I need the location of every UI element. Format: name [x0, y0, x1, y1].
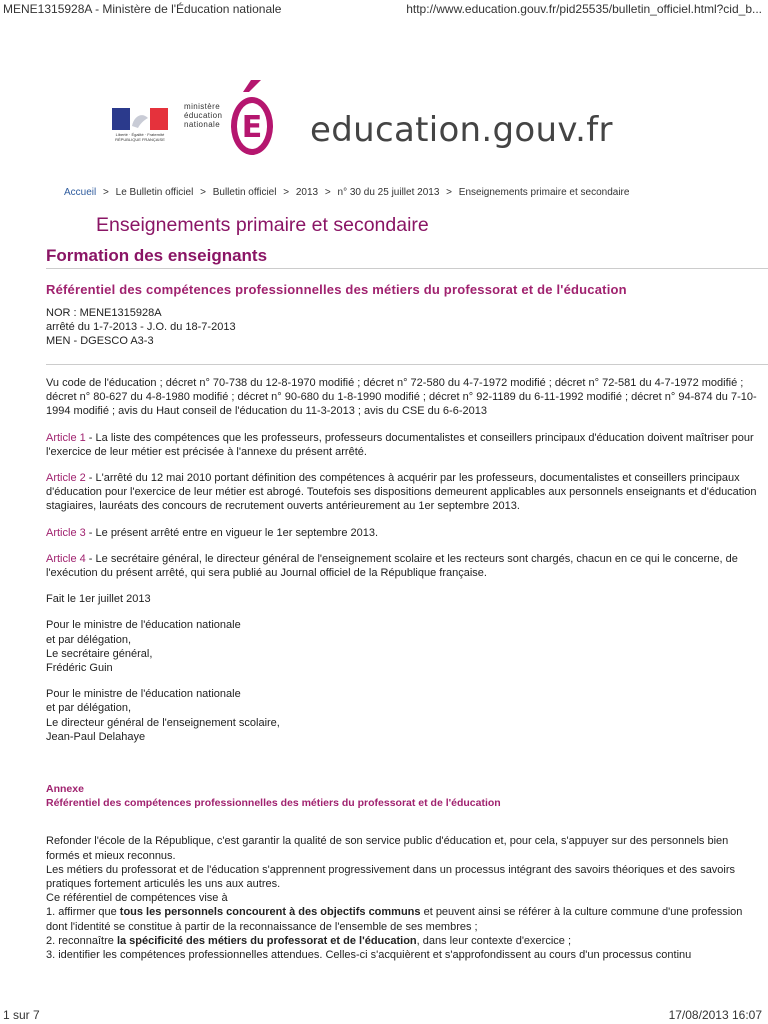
article-label[interactable]: Article 2	[46, 472, 86, 485]
list-item-text: 3. identifier les compétences professionnelles attendues. Celles-ci s'acquièrent et s'approfondissent au cours d'un processus continu	[46, 949, 692, 962]
ministere-line: ministère	[184, 102, 221, 111]
signature-line: Jean-Paul Delahaye	[46, 730, 146, 743]
signature-line: Pour le ministre de l'éducation nationale	[46, 688, 241, 701]
signature-block-2	[46, 687, 762, 744]
list-item-text: 1. affirmer que	[46, 906, 120, 919]
ministere-label	[184, 102, 222, 129]
breadcrumb-separator: >	[446, 187, 453, 198]
annexe-paragraph: Les métiers du professorat et de l'éducation s'apprennent progressivement dans un processus intégrant des savoirs théoriques et des savoirs pratiques fortement articulés les uns aux autres.	[46, 863, 736, 891]
referentiel-title: Référentiel des compétences professionnelles des métiers du professorat et de l'éducation	[46, 282, 627, 297]
page-title: Formation des enseignants	[46, 246, 268, 265]
print-header	[0, 0, 768, 18]
article-label[interactable]: Article 1	[46, 431, 86, 444]
annexe-list-item	[46, 934, 762, 948]
article-label[interactable]: Article 4	[46, 552, 86, 565]
list-item-text: , dans leur contexte d'exercice ;	[416, 934, 572, 947]
article-4	[46, 552, 762, 580]
annexe-list-item	[46, 905, 762, 933]
article-label[interactable]: Article 3	[46, 526, 86, 539]
print-footer	[0, 1006, 768, 1024]
print-timestamp: 17/08/2013 16:07	[668, 1008, 762, 1022]
breadcrumb-item[interactable]: 2013	[295, 187, 319, 198]
marianne-flag-icon	[112, 108, 168, 130]
signature-line: Pour le ministre de l'éducation nationale	[46, 619, 241, 632]
spacer	[46, 822, 762, 834]
visas-paragraph: Vu code de l'éducation ; décret n° 70-738 du 12-8-1970 modifié ; décret n° 72-580 du 4-7-1972 modifié ; décret n° 72-581 du 4-7-1972 modifié ; décret n° 80-627 du 4-8-1980 modifié ; décret n° 90-680 du 1-8-1990 modifié ; décret n° 92-1189 du 6-11-1992 modifié ; décret n° 94-874 du 7-10-1994 modifié ; avis du Haut conseil de l'éducation du 11-3-2013 ; avis du CSE du 6-6-2013	[46, 377, 757, 418]
article-text: - Le présent arrêté entre en vigueur le 1er septembre 2013.	[85, 526, 379, 539]
fait-le: Fait le 1er juillet 2013	[46, 593, 151, 606]
spacer	[46, 756, 762, 782]
article-text: - L'arrêté du 12 mai 2010 portant définition des compétences à acquérir par les professeurs, documentalistes et conseillers principaux d'éducation pour l'exercice de leur métier est abrogé. Toutefois ses dispositions demeurent applicables aux personnels enseignants et d'éducation stagiaires, lauréats des concours de recrutement ouverts antérieurement au 1er septembre 2013.	[46, 472, 757, 513]
breadcrumb-separator: >	[103, 187, 109, 198]
marianne-motto: Liberté · Égalité · Fraternité RÉPUBLIQUE FRANÇAISE	[115, 132, 165, 142]
nor-line: NOR : MENE1315928A	[46, 307, 162, 319]
annexe-paragraph: Refonder l'école de la République, c'est garantir la qualité de son service public d'éducation et, pour cela, s'appuyer sur des personnels bien formés et mieux reconnus.	[46, 835, 729, 862]
article-1	[46, 431, 762, 459]
annexe-intro	[46, 834, 762, 962]
article-text: - Le secrétaire général, le directeur général de l'enseignement scolaire et les recteurs sont chargés, chacun en ce qui le concerne, de l'exécution du présent arrêté, qui sera publié au Journal officiel de la République française.	[46, 552, 738, 580]
nor-divider	[46, 364, 768, 365]
print-header-title: MENE1315928A - Ministère de l'Éducation nationale	[3, 2, 282, 16]
annexe-paragraph: Ce référentiel de compétences vise à	[46, 892, 228, 905]
list-item-emphasis: la spécificité des métiers du professorat et de l'éducation	[116, 934, 417, 947]
brand-name: education.gouv.fr	[310, 110, 613, 150]
breadcrumb-home-link[interactable]: Accueil	[64, 187, 97, 198]
svg-text:E: E	[241, 110, 263, 145]
section-title: Enseignements primaire et secondaire	[96, 214, 429, 236]
article-3	[46, 526, 762, 540]
annexe-title: Référentiel des compétences professionnelles des métiers du professorat et de l'éducation	[46, 797, 501, 810]
list-item-text: et peuvent ainsi se référer à la culture commune d'une profession dont l'identité se constitue à partir de la reconnaissance de l'ensemble de ses membres ;	[46, 906, 743, 933]
site-logo-row	[112, 80, 712, 162]
ministere-line: nationale	[184, 120, 221, 129]
print-header-url: http://www.education.gouv.fr/pid25535/bulletin_officiel.html?cid_b...	[406, 2, 762, 16]
breadcrumb-separator: >	[200, 187, 206, 198]
breadcrumb-item[interactable]: Bulletin officiel	[212, 187, 277, 198]
signature-line: et par délégation,	[46, 702, 132, 715]
list-item-text: 2. reconnaître	[46, 934, 117, 947]
article-2	[46, 471, 762, 514]
breadcrumb-item[interactable]: Le Bulletin officiel	[115, 187, 194, 198]
list-item-emphasis: tous les personnels concourent à des objectifs communs	[119, 906, 421, 919]
page-count: 1 sur 7	[3, 1008, 40, 1022]
signature-line: Frédéric Guin	[46, 662, 113, 675]
breadcrumb-current: Enseignements primaire et secondaire	[458, 187, 630, 198]
nor-line: MEN - DGESCO A3-3	[46, 335, 154, 347]
title-divider	[46, 268, 768, 269]
nor-line: arrêté du 1-7-2013 - J.O. du 18-7-2013	[46, 321, 236, 333]
breadcrumb-item[interactable]: n° 30 du 25 juillet 2013	[337, 187, 440, 198]
document-body	[46, 376, 762, 962]
annexe-list-item	[46, 948, 762, 962]
breadcrumb-separator: >	[283, 187, 290, 198]
signature-block-1	[46, 618, 762, 675]
annexe-label: Annexe	[46, 783, 84, 796]
e-logo-icon	[229, 80, 275, 158]
ministere-line: éducation	[184, 111, 223, 120]
nor-block	[46, 306, 236, 348]
signature-line: et par délégation,	[46, 633, 132, 646]
breadcrumb	[64, 187, 629, 198]
annexe-heading	[46, 782, 762, 810]
signature-line: Le secrétaire général,	[46, 647, 153, 660]
signature-line: Le directeur général de l'enseignement scolaire,	[46, 716, 280, 729]
article-text: - La liste des compétences que les professeurs, professeurs documentalistes et conseillers principaux d'éducation doivent maîtriser pour l'exercice de leur métier est précisée à l'annexe du présent arrêté.	[46, 431, 754, 458]
breadcrumb-separator: >	[324, 187, 331, 198]
